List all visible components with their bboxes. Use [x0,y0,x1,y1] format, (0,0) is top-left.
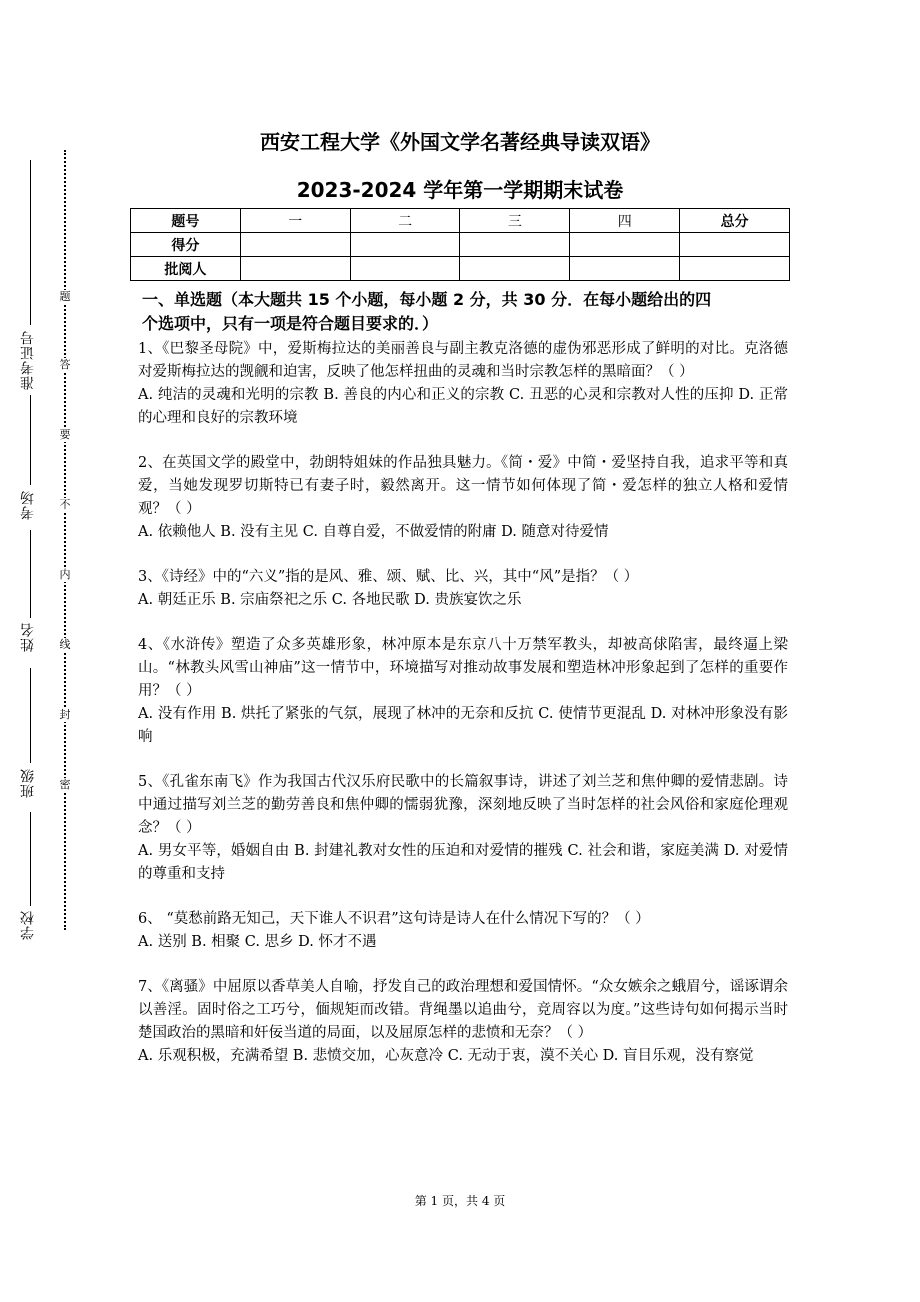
question-text: 3、《诗经》中的“六义”指的是风、雅、颂、赋、比、兴，其中“风”是指？（ ） [138,569,639,585]
grader-cell[interactable] [460,257,570,281]
section-title-cont: 个选项中，只有一项是符合题目要求的．） [142,314,439,333]
score-cell[interactable] [570,233,680,257]
section-title: 一、单选题（本大题共 15 个小题，每小题 2 分，共 30 分．在每小题给出的四 [142,290,712,309]
question-options: A. 朝廷正乐 B. 宗庙祭祀之乐 C. 各地民歌 D. 贵族宴饮之乐 [138,592,522,608]
question-7 [138,976,788,1068]
name-blank [30,530,31,618]
grader-cell[interactable] [240,257,350,281]
question-2 [138,452,788,544]
seal-note-char: 题 [57,290,73,304]
question-text: 5、《孔雀东南飞》作为我国古代汉乐府民歌中的长篇叙事诗，讲述了刘兰芝和焦仲卿的爱情悲剧。诗中通过描写刘兰芝的勤劳善良和焦仲卿的懦弱犹豫，深刻地反映了当时怎样的社会风俗和家庭伦理观念？（ ） [138,774,788,836]
question-area [138,288,788,1090]
row-label: 批阅人 [131,257,241,281]
score-cell[interactable] [240,233,350,257]
page-footer: 第 1 页，共 4 页 [414,1194,506,1208]
seal-note-char: 答 [57,358,73,372]
seal-dotted-line [64,150,66,930]
question-options: A. 没有作用 B. 烘托了紧张的气氛，展现了林冲的无奈和反抗 C. 使情节更混乱 D. 对林冲形象没有影响 [138,706,788,745]
name-label: 姓名 [20,622,36,652]
grader-cell[interactable] [570,257,680,281]
seal-note-char: 内 [57,568,73,582]
question-options: A. 男女平等，婚姻自由 B. 封建礼教对女性的压迫和对爱情的摧残 C. 社会和谐，家庭美满 D. 对爱情的尊重和支持 [138,843,788,882]
question-options: A. 送别 B. 相聚 C. 思乡 D. 怀才不遇 [138,934,377,950]
exam-number-label: 准考证号 [20,330,36,390]
column-header: 三 [460,209,570,233]
school-blank [30,812,31,906]
score-cell[interactable] [680,233,790,257]
seal-note-char: 密 [57,778,73,792]
column-header: 一 [240,209,350,233]
question-text: 4、《水浒传》塑造了众多英雄形象，林冲原本是东京八十万禁军教头，却被高俅陷害，最终逼上梁山。“林教头风雪山神庙”这一情节中，环境描写对推动故事发展和塑造林冲形象起到了怎样的重要作用？（ ） [138,637,788,699]
class-label: 班级 [20,768,36,798]
question-options: A. 乐观积极，充满希望 B. 悲愤交加，心灰意冷 C. 无动于衷，漠不关心 D. 盲目乐观，没有察觉 [138,1048,754,1064]
question-1 [138,338,788,430]
score-table [130,208,790,281]
column-header: 四 [570,209,680,233]
seal-note-char: 封 [57,708,73,722]
column-header: 二 [350,209,460,233]
school-label: 学校 [20,910,36,940]
exam-subtitle: 2023-2024 学年第一学期期末试卷 [296,178,624,202]
grader-cell[interactable] [350,257,460,281]
question-4 [138,634,788,749]
score-cell[interactable] [460,233,570,257]
row-label: 得分 [131,233,241,257]
question-5 [138,771,788,886]
grader-cell[interactable] [680,257,790,281]
seal-note-char: 要 [57,428,73,442]
exam-room-blank [30,395,31,485]
row-label: 题号 [131,209,241,233]
seal-note-char: 线 [57,638,73,652]
score-table-row [131,257,790,281]
question-text: 7、《离骚》中屈原以香草美人自喻，抒发自己的政治理想和爱国情怀。“众女嫉余之蛾眉兮，谣诼谓余以善淫。固时俗之工巧兮，偭规矩而改错。背绳墨以追曲兮，竞周容以为度。”这些诗句如何揭示当时楚国政治的黑暗和奸佞当道的局面，以及屈原怎样的悲愤和无奈？（ ） [138,979,788,1041]
exam-room-label: 考场 [20,490,36,520]
question-options: A. 纯洁的灵魂和光明的宗教 B. 善良的内心和正义的宗教 C. 丑恶的心灵和宗教对人性的压抑 D. 正常的心理和良好的宗教环境 [138,387,788,426]
seal-note-char: 不 [57,498,73,512]
question-6 [138,908,788,954]
question-text: 1、《巴黎圣母院》中，爱斯梅拉达的美丽善良与副主教克洛德的虚伪邪恶形成了鲜明的对比。克洛德对爱斯梅拉达的觊觎和迫害，反映了他怎样扭曲的灵魂和当时宗教怎样的黑暗面？（ ） [138,341,788,380]
exam-title: 西安工程大学《外国文学名著经典导读双语》 [260,130,660,154]
column-header: 总分 [680,209,790,233]
question-options: A. 依赖他人 B. 没有主见 C. 自尊自爱，不做爱情的附庸 D. 随意对待爱情 [138,524,609,540]
score-cell[interactable] [350,233,460,257]
question-text: 2、在英国文学的殿堂中，勃朗特姐妹的作品独具魅力。《简・爱》中简・爱坚持自我，追求平等和真爱，当她发现罗切斯特已有妻子时，毅然离开。这一情节如何体现了简・爱怎样的独立人格和爱情观？（ ） [138,455,788,517]
question-3 [138,566,788,612]
score-table-row [131,233,790,257]
score-table-row [131,209,790,233]
class-blank [30,668,31,763]
question-text: 6、 “莫愁前路无知己，天下谁人不识君”这句诗是诗人在什么情况下写的？（ ） [138,911,650,927]
